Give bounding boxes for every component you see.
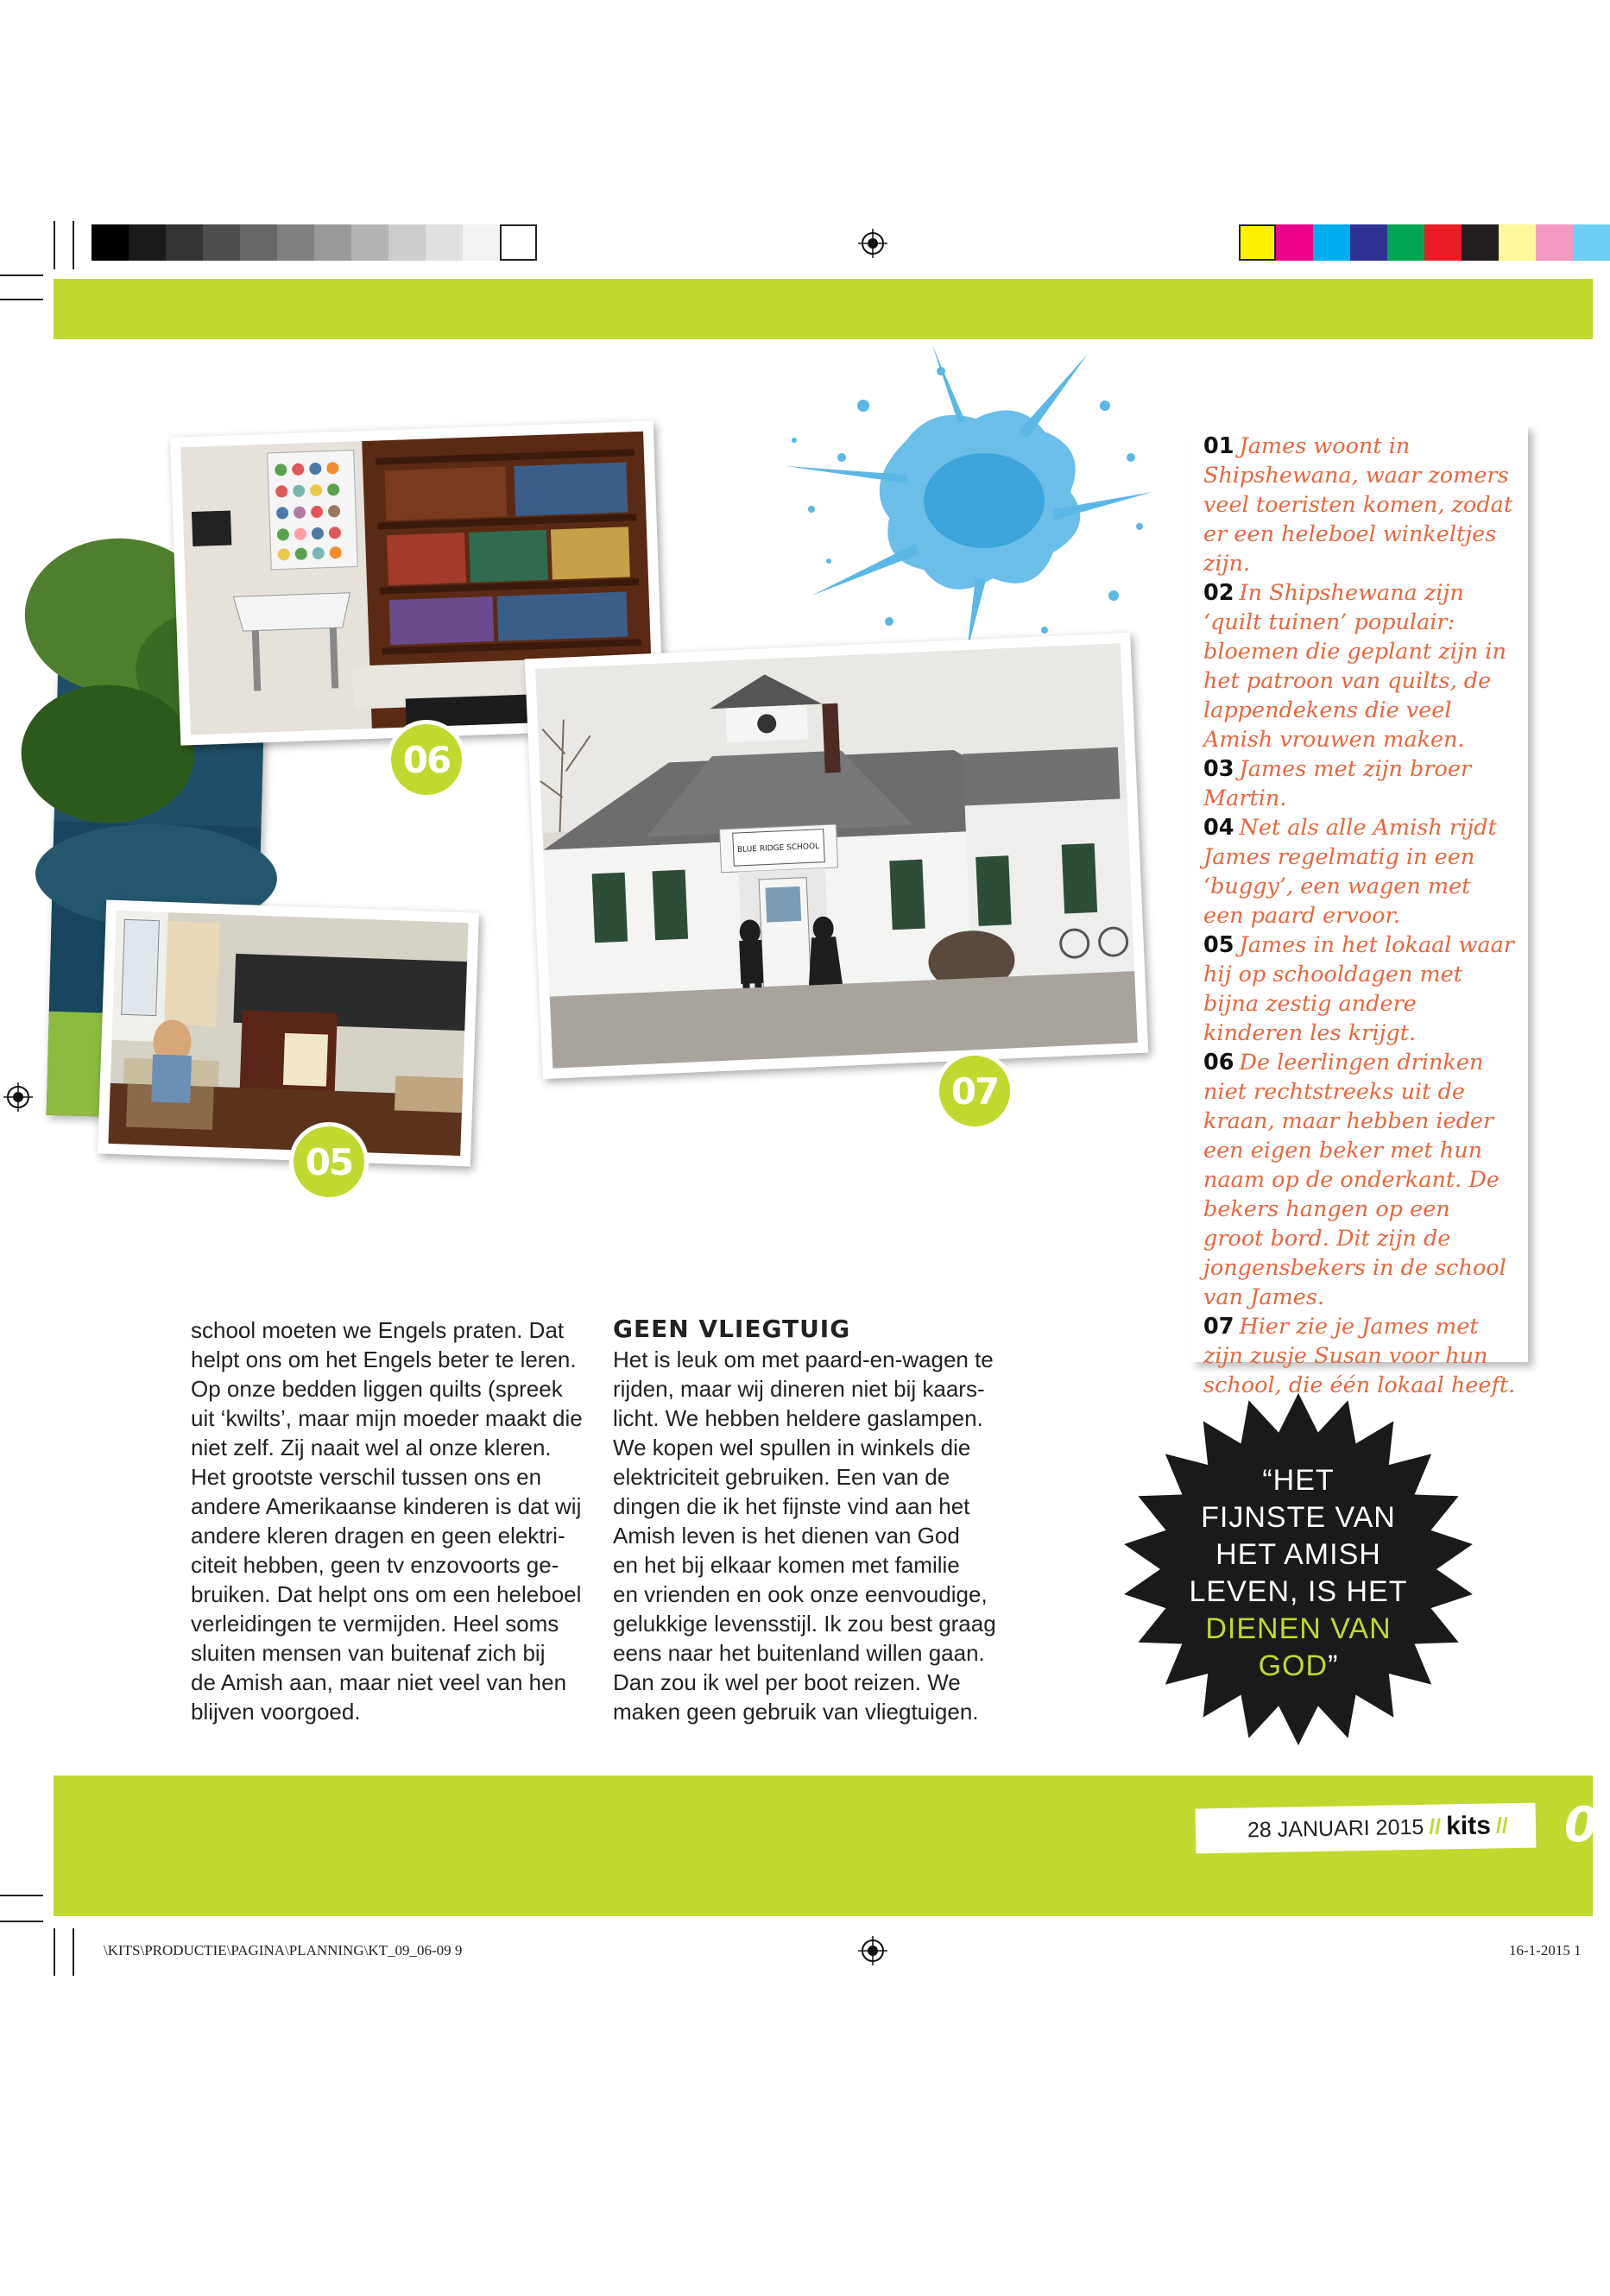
photo-number-badge: 05 <box>289 1122 369 1202</box>
paint-splash-decoration <box>760 337 1165 656</box>
photo-05-classroom <box>98 900 479 1167</box>
issue-date-tag <box>1196 1803 1537 1854</box>
crop-mark <box>54 221 55 269</box>
quote-line: “HET <box>1262 1464 1335 1497</box>
quote-line: GOD” <box>1258 1649 1339 1682</box>
text-line: helpt ons om het Engels beter te leren. <box>191 1347 577 1372</box>
text-line: en vrienden en ook onze eenvoudige, <box>613 1581 988 1607</box>
crop-mark <box>54 1928 55 1976</box>
registration-mark-icon <box>3 1082 33 1112</box>
text-line: gelukkige levensstijl. Ik zou best graag <box>613 1611 996 1637</box>
text-line: blijven voorgoed. <box>191 1699 361 1725</box>
grayscale-color-bar <box>92 224 537 261</box>
caption-item: 01 James woont in Shipshewana, waar zomers veel toeristen komen, zodat er een heleboel winkeltjes zijn. <box>1203 433 1513 577</box>
photo-captions <box>1191 425 1528 1398</box>
top-green-band <box>54 279 1593 339</box>
file-path-slug: \KITS\PRODUCTIE\PAGINA\PLANNING\KT_09_06-09 9 <box>104 1942 463 1959</box>
text-line: sluiten mensen van buitenaf zich bij <box>191 1640 546 1666</box>
text-line: Op onze bedden liggen quilts (spreek <box>191 1376 563 1402</box>
text-line: andere Amerikaanse kinderen is dat wij <box>191 1493 582 1519</box>
quote-highlight: GOD <box>1258 1649 1329 1682</box>
issue-date: 28 JANUARI 2015 <box>1247 1814 1424 1842</box>
caption-item: 06 De leerlingen drinken niet rechtstreeks uit de kraan, maar hebben ieder een eigen beker met hun naam op de onderkant. De bekers hangen op een groot bord. Dit zijn de jongensbekers in de school van James. <box>1203 1050 1506 1310</box>
caption-item: 03 James met zijn broer Martin. <box>1203 756 1472 811</box>
text-line: We kopen wel spullen in winkels die <box>613 1435 971 1460</box>
text-line: uit ‘kwilts’, maar mijn moeder maakt die <box>191 1405 583 1431</box>
caption-item: 05 James in het lokaal waar hij op schooldagen met bijna zestig andere kinderen les krijgt. <box>1203 932 1514 1046</box>
text-line: rijden, maar wij dineren niet bij kaars- <box>613 1376 985 1402</box>
text-line: Amish leven is het dienen van God <box>613 1523 960 1549</box>
magazine-logo: kits <box>1445 1811 1492 1841</box>
text-line: Het grootste verschil tussen ons en <box>191 1464 542 1490</box>
text-line: school moeten we Engels praten. Dat <box>191 1317 565 1343</box>
caption-item: 04 Net als alle Amish rijdt James regelmatig in een ‘buggy’, een wagen met een paard ervoor. <box>1203 815 1497 929</box>
crop-mark <box>0 274 43 276</box>
text-line: maken geen gebruik van vliegtuigen. <box>613 1699 979 1725</box>
crop-mark <box>0 1895 43 1896</box>
crop-mark <box>0 299 43 300</box>
caption-item: 02 In Shipshewana zijn ‘quilt tuinen’ populair: bloemen die geplant zijn in het patroon van quilts, de lappendekens die veel Amish vrouwen maken. <box>1203 580 1506 753</box>
text-line: Het is leuk om met paard-en-wagen te <box>613 1347 994 1372</box>
text-line: dingen die ik het fijnste vind aan het <box>613 1493 970 1519</box>
page-number-fragment: 0 <box>1564 1797 1598 1853</box>
text-line: verleidingen te vermijden. Heel soms <box>191 1611 559 1637</box>
photo-number-badge: 07 <box>935 1051 1014 1131</box>
pull-quote-text <box>1181 1462 1416 1685</box>
school-sign-text: BLUE RIDGE SCHOOL <box>736 842 820 855</box>
crop-mark <box>0 1921 43 1922</box>
text-line: eens naar het buitenland willen gaan. <box>613 1640 985 1666</box>
separator: // <box>1429 1813 1442 1839</box>
quote-line: FIJNSTE VAN <box>1201 1501 1396 1534</box>
quote-line: LEVEN, IS HET <box>1189 1575 1408 1608</box>
process-color-bar <box>1239 224 1610 261</box>
photo-07-schoolhouse <box>525 633 1149 1079</box>
text-line: de Amish aan, maar niet veel van hen <box>191 1669 567 1695</box>
text-line: licht. We hebben heldere gaslampen. <box>613 1405 983 1431</box>
registration-mark-icon <box>858 229 887 258</box>
separator: // <box>1495 1813 1509 1838</box>
caption-item: 07 Hier zie je James met zijn zusje Susan voor hun school, die één lokaal heeft. <box>1203 1314 1516 1398</box>
text-line: en het bij elkaar komen met familie <box>613 1552 960 1578</box>
pull-quote-starburst <box>1121 1391 1476 1747</box>
quote-line: HET AMISH <box>1215 1538 1381 1571</box>
text-line: niet zelf. Zij naait wel al onze kleren. <box>191 1435 552 1460</box>
text-line: Dan zou ik wel per boot reizen. We <box>613 1669 961 1695</box>
text-line: bruiken. Dat helpt ons om een heleboel <box>191 1581 582 1607</box>
quote-highlight: DIENEN VAN <box>1205 1612 1392 1645</box>
registration-mark-icon <box>858 1936 887 1965</box>
text-line: andere kleren dragen en geen elektri- <box>191 1523 565 1549</box>
crop-mark <box>73 1928 74 1976</box>
article-column-2 <box>613 1314 1027 1726</box>
article-column-1 <box>191 1315 597 1726</box>
photo-number-badge: 06 <box>387 720 466 799</box>
text-line: citeit hebben, geen tv enzovoorts ge- <box>191 1552 559 1578</box>
crop-mark <box>73 221 74 269</box>
text-line: elektriciteit gebruiken. Een van de <box>613 1464 950 1490</box>
section-heading: GEEN VLIEGTUIG <box>613 1315 851 1343</box>
print-date-slug: 16-1-2015 1 <box>1509 1942 1582 1959</box>
